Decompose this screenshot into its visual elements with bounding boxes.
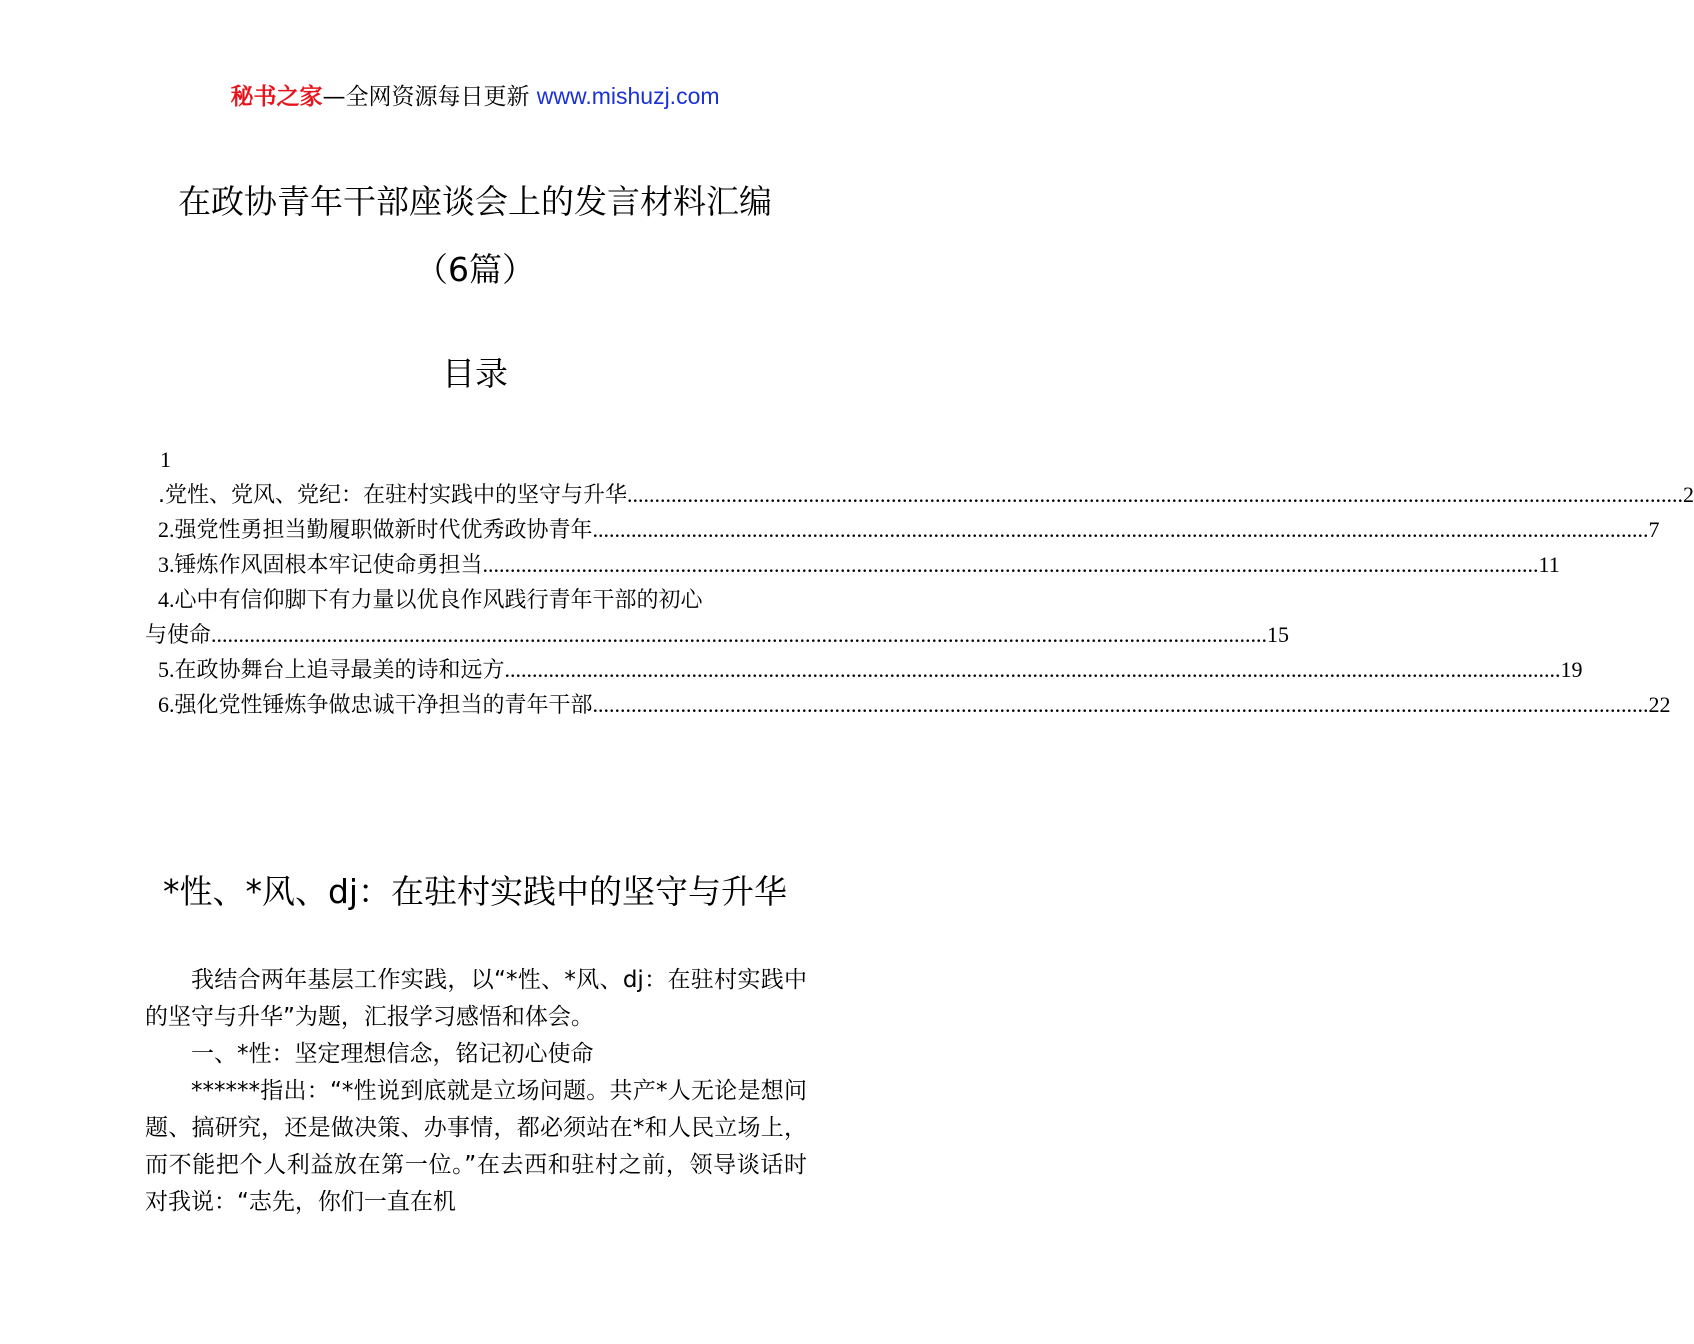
- toc-item-6-title: 强化党性锤炼争做忠诚干净担当的青年干部: [174, 693, 593, 718]
- toc-item-6-page: 22: [1648, 692, 1671, 717]
- toc-item-2-number: 2.: [158, 517, 175, 542]
- toc-dot-leader: ................................................................................................................................................................................................: [504, 657, 1561, 682]
- body-paragraph-3: ******指出：“*性说到底就是立场问题。共产*人无论是想问题、搞研究，还是做决策、办事情，都必须站在*和人民立场上，而不能把个人利益放在第一位。”在去西和驻村之前，领导谈话时对我说：“志先，你们一直在机: [145, 1078, 807, 1215]
- document-title: 在政协青年干部座谈会上的发言材料汇编: [178, 182, 772, 221]
- toc-item-2-title: 强党性勇担当勤履职做新时代优秀政协青年: [174, 518, 593, 543]
- toc-item-4-title-cont: 与使命: [145, 623, 212, 648]
- site-header: [0, 80, 950, 113]
- toc-item-4-continued[interactable]: [145, 618, 1290, 652]
- header-tagline: —全网资源每日更新: [322, 84, 537, 110]
- toc-item-2[interactable]: [158, 513, 1660, 547]
- toc-item-1-number: 1: [160, 447, 171, 472]
- section-title: *性、*风、dj：在驻村实践中的坚守与升华: [162, 872, 788, 911]
- toc-item-6-number: 6.: [158, 692, 175, 717]
- document-subtitle: （6篇）: [415, 250, 535, 289]
- toc-item-3-number: 3.: [158, 552, 175, 577]
- section-body: [145, 962, 807, 1221]
- toc-dot-leader: ................................................................................................................................................................................................: [627, 482, 1683, 507]
- toc-item-3-title: 锤炼作风固根本牢记使命勇担当: [174, 553, 483, 578]
- toc-dot-leader: ................................................................................................................................................................................................: [482, 552, 1539, 577]
- toc-dot-leader: ................................................................................................................................................................................................: [211, 622, 1268, 647]
- toc-item-5-page: 19: [1560, 657, 1583, 682]
- toc-item-1[interactable]: [158, 478, 1694, 512]
- toc-item-2-page: 7: [1648, 517, 1660, 542]
- toc-item-5[interactable]: [158, 653, 1583, 687]
- brand-name: 秘书之家: [230, 84, 323, 110]
- toc-item-4-page: 15: [1267, 622, 1290, 647]
- toc-item-1-page: 2: [1683, 482, 1694, 507]
- toc-item-5-number: 5.: [158, 657, 175, 682]
- toc-dot-leader: ................................................................................................................................................................................................: [592, 517, 1649, 542]
- toc-heading: 目录: [442, 354, 508, 393]
- toc-item-6[interactable]: [158, 688, 1671, 722]
- toc-dot-leader: ................................................................................................................................................................................................: [592, 692, 1649, 717]
- site-link[interactable]: www.mishuzj.com: [536, 83, 720, 109]
- toc-item-3-page: 11: [1538, 552, 1560, 577]
- toc-item-5-title: 在政协舞台上追寻最美的诗和远方: [174, 658, 505, 683]
- body-paragraph-1: 我结合两年基层工作实践，以“*性、*风、dj：在驻村实践中的坚守与升华”为题，汇报学习感悟和体会。: [145, 967, 807, 1030]
- body-paragraph-2: 一、*性：坚定理想信念，铭记初心使命: [191, 1041, 594, 1067]
- toc-item-4-number: 4.: [158, 587, 175, 612]
- toc-item-4-title: 心中有信仰脚下有力量以优良作风践行青年干部的初心: [174, 588, 703, 613]
- toc-item-1-title: .党性、党风、党纪：在驻村实践中的坚守与升华: [158, 483, 627, 508]
- toc-item-4[interactable]: [158, 583, 806, 617]
- toc-item-3[interactable]: [158, 548, 1560, 582]
